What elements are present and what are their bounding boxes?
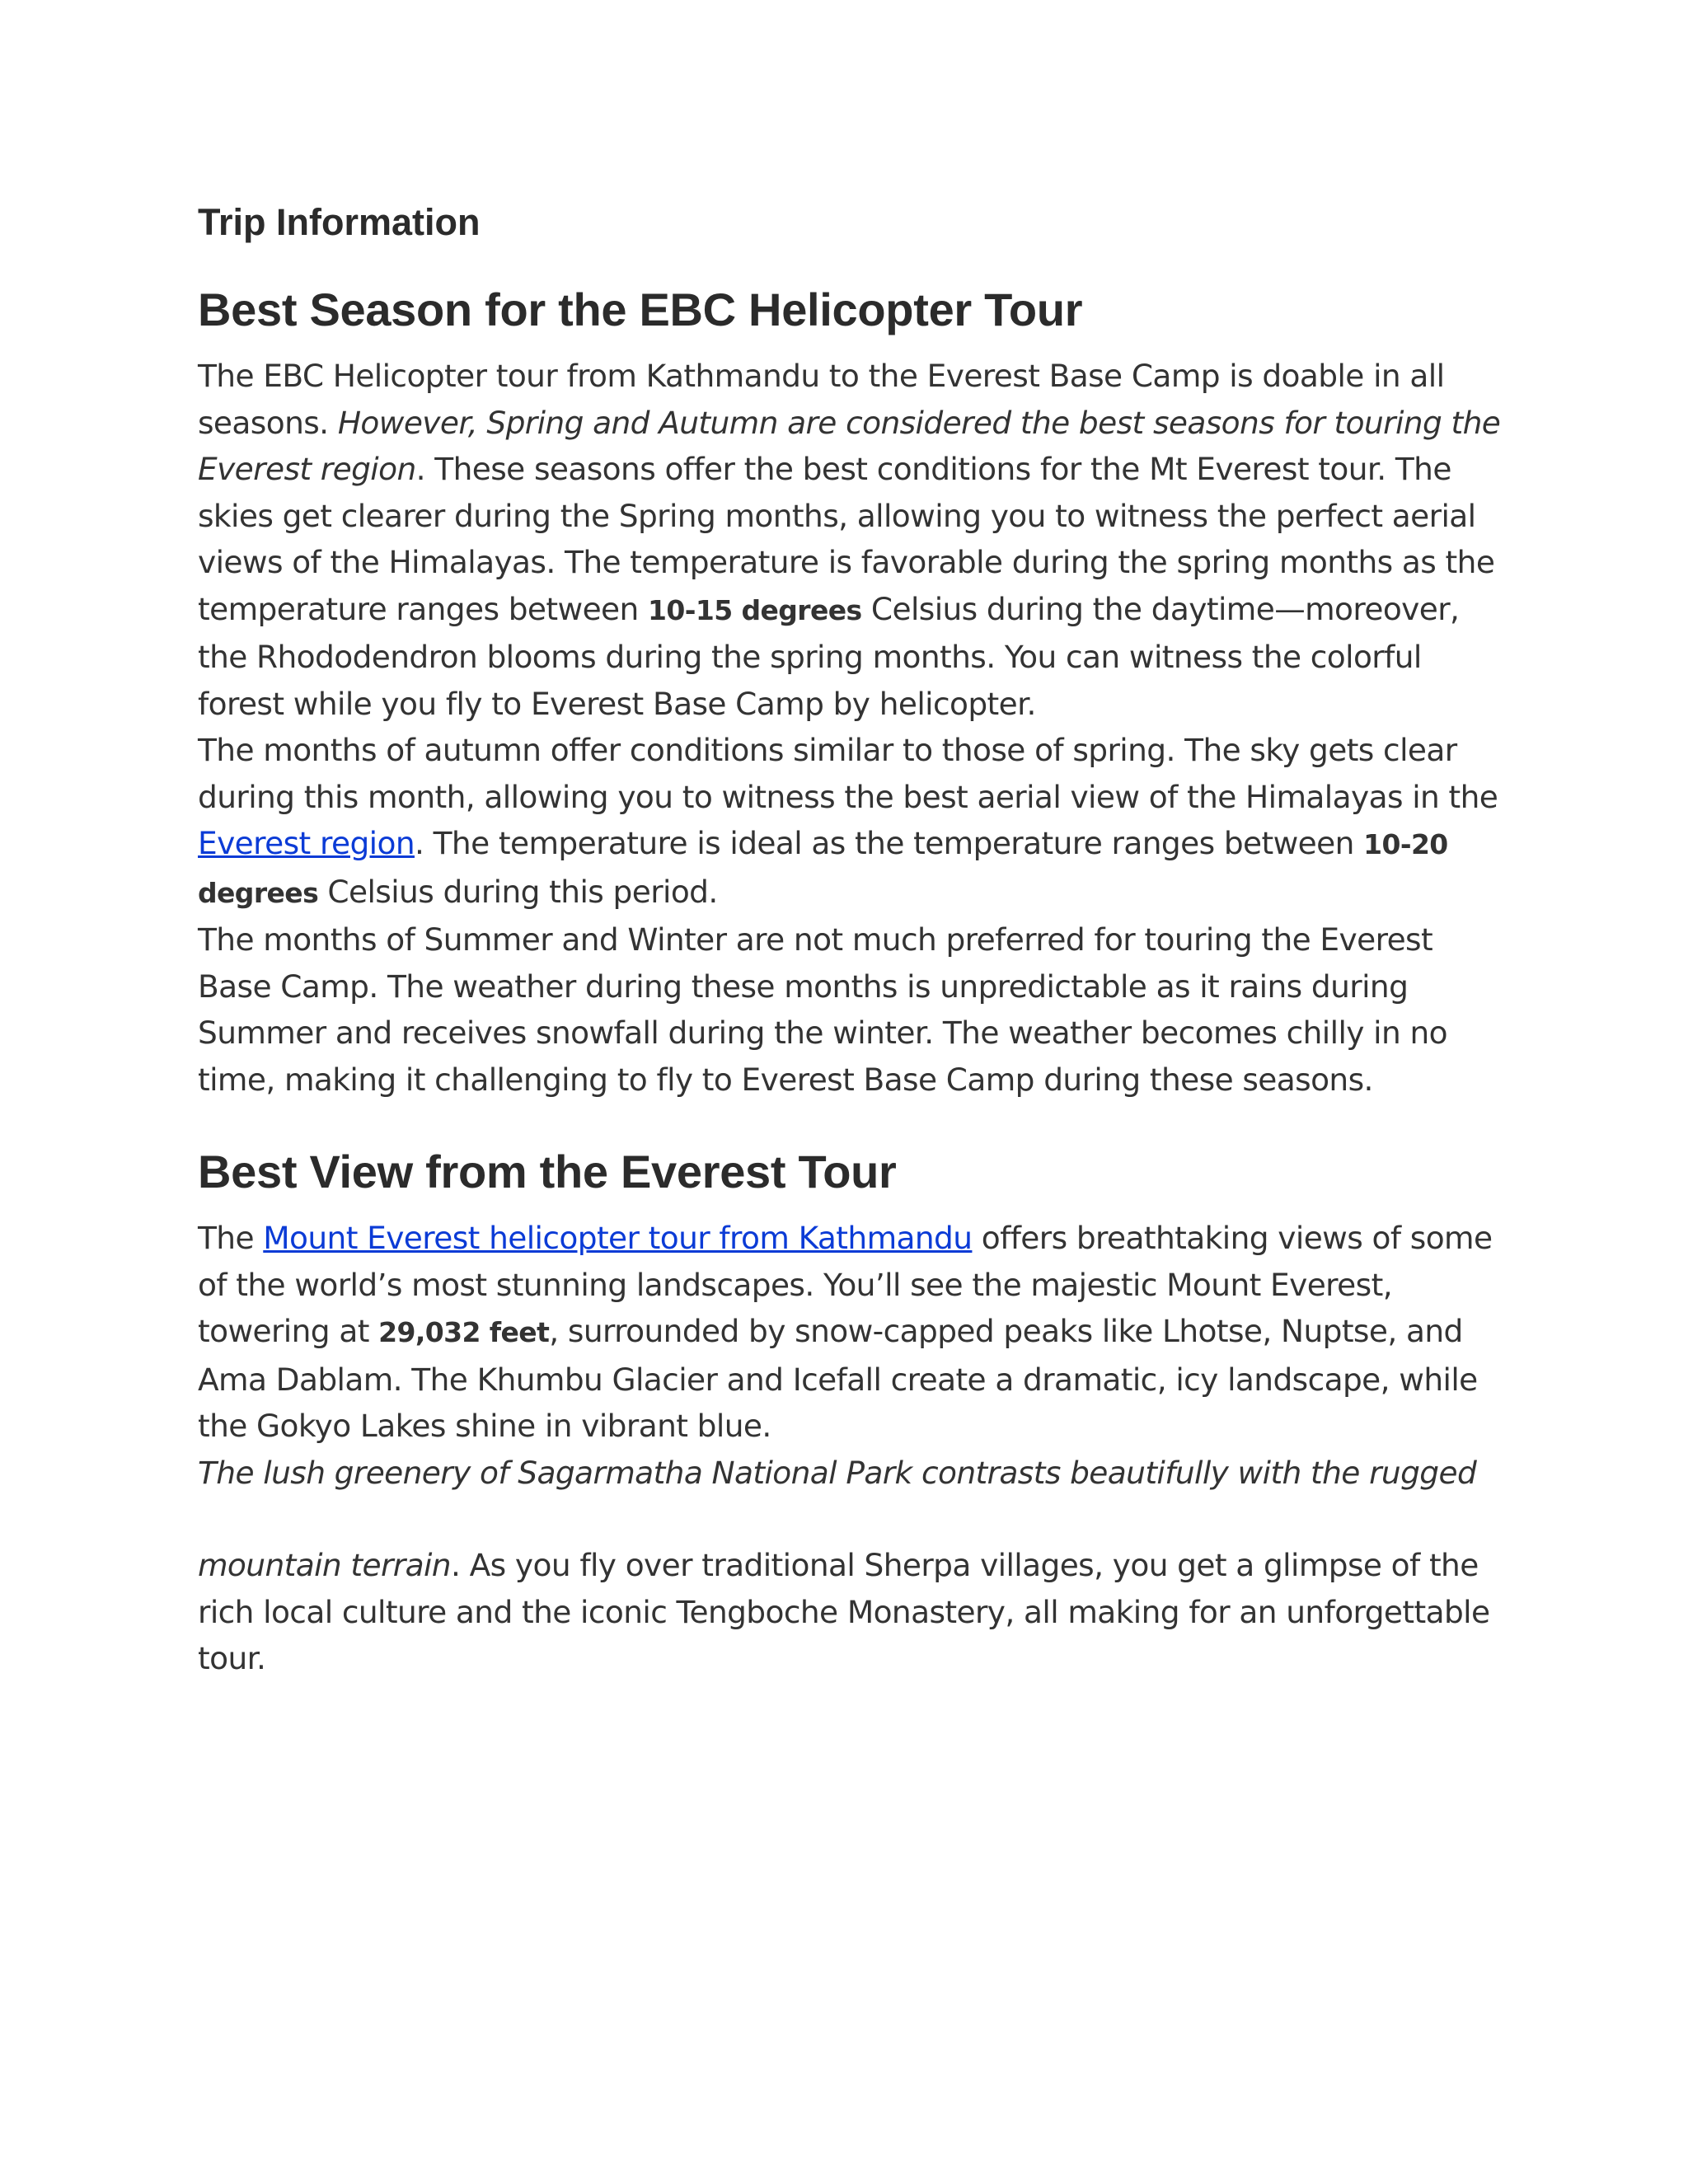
best-view-heading: Best View from the Everest Tour (198, 1146, 897, 1197)
text-run: . These seasons offer the best conditions for the Mt Everest tour. The skies get clearer during the Spring months, allowing you to witness the perfect aerial views of the Himalayas. The temperature is favorable during the spring months as the temperature ranges between (198, 451, 1495, 627)
text-run: , surrounded by snow-capped peaks like Lhotse, Nuptse, and Ama Dablam. The Khumbu Glacier and Icefall create a dramatic, icy landscape, while the Gokyo Lakes shine in vibrant blue. (198, 1313, 1478, 1444)
text-run: . As you fly over traditional Sherpa villages, you get a glimpse of the rich local culture and the iconic Tengboche Monastery, all making for an unforgettable tour. (198, 1547, 1490, 1676)
everest-helicopter-tour-link[interactable]: Mount Everest helicopter tour from Kathmandu (263, 1220, 973, 1256)
best-season-heading: Best Season for the EBC Helicopter Tour (198, 284, 1083, 335)
document-page (198, 196, 1508, 1682)
bold-temperature-range: 10-20 degrees (198, 828, 1448, 909)
everest-region-link[interactable]: Everest region (198, 825, 415, 861)
italic-run: mountain terrain (198, 1547, 451, 1583)
text-run: . The temperature is ideal as the temperature ranges between (414, 825, 1364, 861)
trip-information-label: Trip Information (198, 201, 481, 243)
best-season-paragraph-2 (198, 727, 1508, 916)
bold-altitude: 29,032 feet (378, 1316, 550, 1348)
text-run: The months of autumn offer conditions similar to those of spring. The sky gets clear during this month, allowing you to witness the best aerial view of the Himalayas in the (198, 732, 1498, 815)
best-season-paragraph-1 (198, 353, 1508, 727)
bold-temperature-range: 10-15 degrees (648, 593, 862, 626)
italic-run: However, Spring and Autumn are considered the best seasons for touring the Everest region (198, 404, 1501, 487)
page-break-gap (198, 1496, 1508, 1542)
best-view-paragraph-1 (198, 1215, 1508, 1450)
text-run: offers breathtaking views of some of the world’s most stunning landscapes. You’ll see the majestic Mount Everest, towering at (198, 1220, 1493, 1349)
text-run: The (198, 1220, 264, 1256)
best-view-paragraph-2a (198, 1450, 1508, 1497)
text-run: Celsius during this period. (318, 873, 718, 910)
italic-run: The lush greenery of Sagarmatha National Park contrasts beautifully with the rugged (198, 1454, 1477, 1491)
best-view-paragraph-2b (198, 1542, 1508, 1682)
text-run: Celsius during the daytime—moreover, the Rhododendron blooms during the spring months. You can witness the colorful forest while you fly to Everest Base Camp by helicopter. (198, 590, 1460, 722)
text-run: The EBC Helicopter tour from Kathmandu to the Everest Base Camp is doable in all seasons. (198, 358, 1445, 441)
best-season-paragraph-3: The months of Summer and Winter are not much preferred for touring the Everest Base Camp. The weather during these months is unpredictable as it rains during Summer and receives snowfall during the winter. The weather becomes chilly in no time, making it challenging to fly to Everest Base Camp during these seasons. (198, 921, 1447, 1098)
